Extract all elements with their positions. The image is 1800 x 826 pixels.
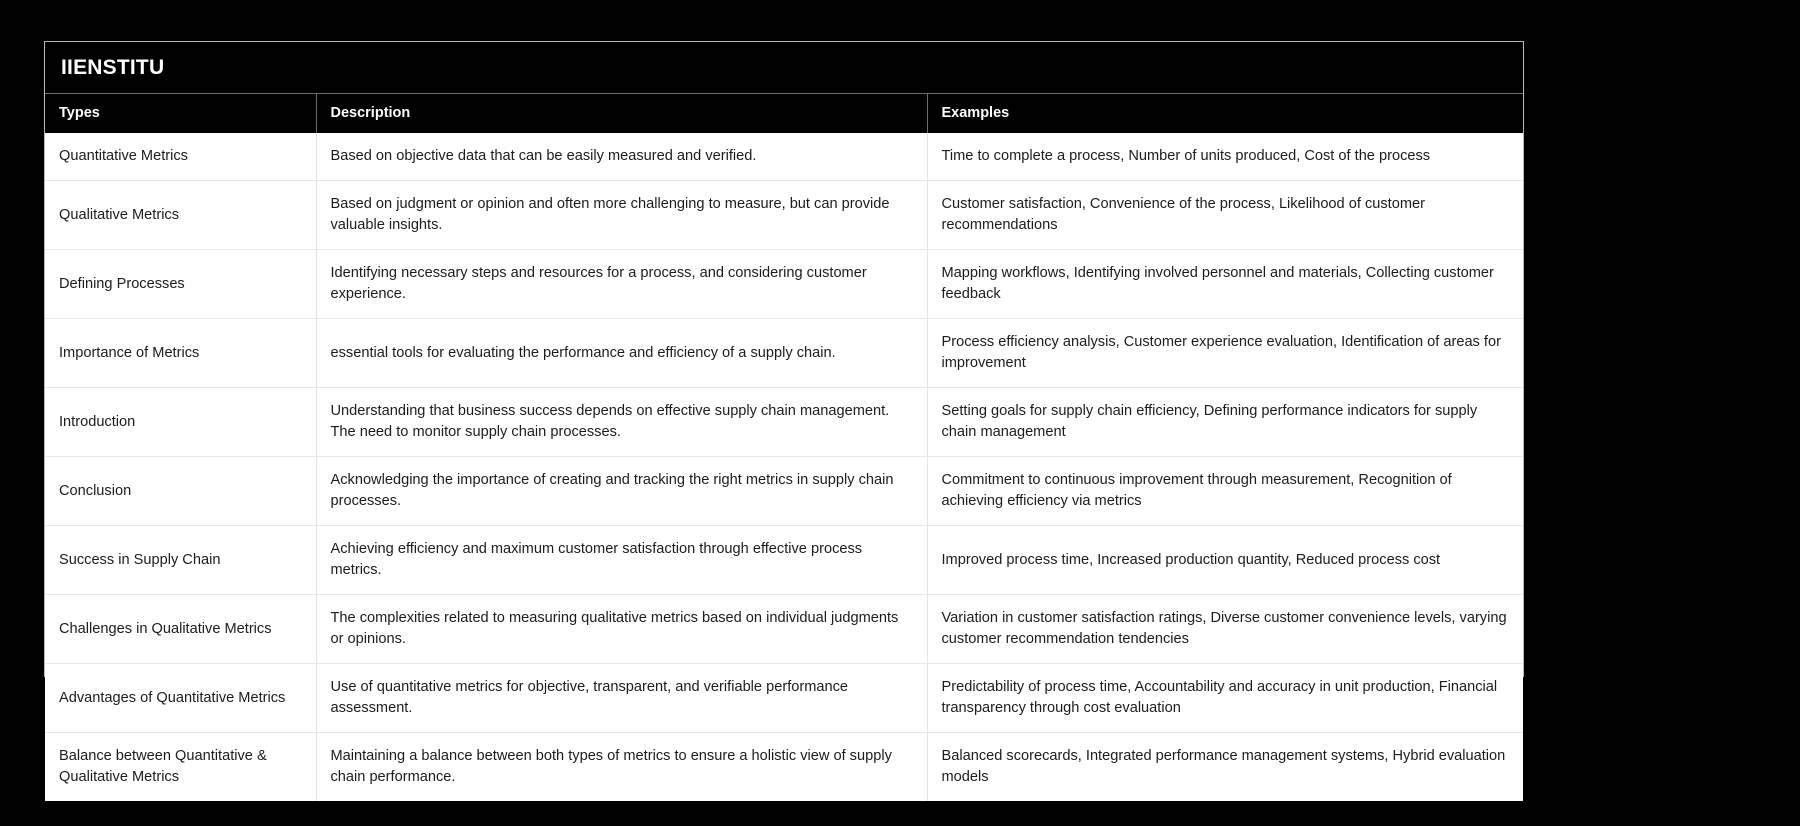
- cell-description: Based on objective data that can be easily measured and verified.: [316, 133, 927, 181]
- cell-type: Quantitative Metrics: [45, 133, 316, 181]
- table-row: [45, 526, 1523, 595]
- cell-type: Advantages of Quantitative Metrics: [45, 664, 316, 733]
- brand-header: [45, 42, 1523, 94]
- cell-description: Understanding that business success depends on effective supply chain management. The need to monitor supply chain processes.: [316, 388, 927, 457]
- cell-examples: Customer satisfaction, Convenience of the process, Likelihood of customer recommendations: [927, 181, 1523, 250]
- table-header-row: [45, 94, 1523, 133]
- table-row: [45, 388, 1523, 457]
- cell-examples: Commitment to continuous improvement through measurement, Recognition of achieving efficiency via metrics: [927, 457, 1523, 526]
- cell-examples: Process efficiency analysis, Customer experience evaluation, Identification of areas for improvement: [927, 319, 1523, 388]
- table-row: [45, 250, 1523, 319]
- cell-examples: Variation in customer satisfaction ratings, Diverse customer convenience levels, varying customer recommendation tendencies: [927, 595, 1523, 664]
- table-row: [45, 595, 1523, 664]
- cell-description: Based on judgment or opinion and often more challenging to measure, but can provide valuable insights.: [316, 181, 927, 250]
- cell-examples: Time to complete a process, Number of units produced, Cost of the process: [927, 133, 1523, 181]
- cell-description: The complexities related to measuring qualitative metrics based on individual judgments or opinions.: [316, 595, 927, 664]
- table-row: [45, 664, 1523, 733]
- cell-description: Acknowledging the importance of creating and tracking the right metrics in supply chain processes.: [316, 457, 927, 526]
- cell-type: Qualitative Metrics: [45, 181, 316, 250]
- cell-type: Introduction: [45, 388, 316, 457]
- table-container: [44, 41, 1524, 785]
- cell-examples: Predictability of process time, Accountability and accuracy in unit production, Financial transparency through cost evaluation: [927, 664, 1523, 733]
- cell-examples: Improved process time, Increased production quantity, Reduced process cost: [927, 526, 1523, 595]
- brand-title: IIENSTITU: [61, 55, 165, 79]
- cell-description: Maintaining a balance between both types of metrics to ensure a holistic view of supply chain performance.: [316, 733, 927, 802]
- cell-type: Challenges in Qualitative Metrics: [45, 595, 316, 664]
- table-head: [45, 94, 1523, 133]
- cell-examples: Mapping workflows, Identifying involved personnel and materials, Collecting customer feedback: [927, 250, 1523, 319]
- table-row: [45, 319, 1523, 388]
- cell-type: Importance of Metrics: [45, 319, 316, 388]
- table-row: [45, 733, 1523, 802]
- cell-type: Success in Supply Chain: [45, 526, 316, 595]
- cell-examples: Balanced scorecards, Integrated performance management systems, Hybrid evaluation models: [927, 733, 1523, 802]
- column-header-description: Description: [316, 94, 927, 133]
- table-row: [45, 133, 1523, 181]
- cell-description: essential tools for evaluating the performance and efficiency of a supply chain.: [316, 319, 927, 388]
- column-header-examples: Examples: [927, 94, 1523, 133]
- cell-description: Identifying necessary steps and resources for a process, and considering customer experience.: [316, 250, 927, 319]
- column-header-types: Types: [45, 94, 316, 133]
- table-body: [45, 133, 1523, 801]
- cell-type: Defining Processes: [45, 250, 316, 319]
- cell-description: Achieving efficiency and maximum customer satisfaction through effective process metrics.: [316, 526, 927, 595]
- table-row: [45, 457, 1523, 526]
- table-row: [45, 181, 1523, 250]
- cell-examples: Setting goals for supply chain efficiency, Defining performance indicators for supply chain management: [927, 388, 1523, 457]
- cell-description: Use of quantitative metrics for objective, transparent, and verifiable performance assessment.: [316, 664, 927, 733]
- cell-type: Conclusion: [45, 457, 316, 526]
- metrics-table: [45, 94, 1523, 801]
- cell-type: Balance between Quantitative & Qualitative Metrics: [45, 733, 316, 802]
